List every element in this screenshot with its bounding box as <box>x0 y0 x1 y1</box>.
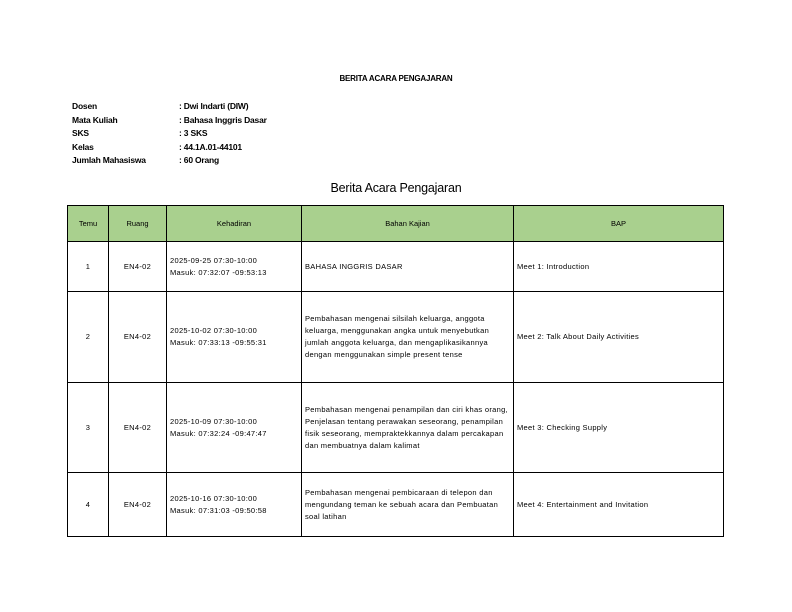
info-value: : 3 SKS <box>179 128 208 138</box>
info-value: : 44.1A.01-44101 <box>179 141 242 152</box>
info-row-mata-kuliah <box>72 114 267 128</box>
header-temu: Temu <box>68 206 109 242</box>
table-header-row <box>68 206 724 242</box>
cell-kehadiran <box>167 292 302 383</box>
cell-bahan-kajian: Pembahasan mengenai silsilah keluarga, anggota keluarga, menggunakan angka untuk menyebutkan jumlah anggota keluarga, dan mengaplikasikannya dengan menggunakan simple present tense <box>302 292 514 383</box>
cell-bahan-kajian: Pembahasan mengenai penampilan dan ciri khas orang, Penjelasan tentang perawakan seseorang, penampilan fisik seseorang, mempraktekkannya dalam percakapan dan membuatnya dalam kalimat <box>302 383 514 473</box>
kehadiran-masuk: Masuk: 07:31:03 -09:50:58 <box>170 505 267 515</box>
info-row-sks <box>72 127 267 141</box>
cell-kehadiran <box>167 473 302 537</box>
info-label: Mata Kuliah <box>72 114 118 125</box>
kehadiran-masuk: Masuk: 07:32:07 -09:53:13 <box>170 267 267 277</box>
info-value: : 60 Orang <box>179 155 220 165</box>
cell-bap: Meet 1: Introduction <box>514 242 724 292</box>
info-label: Dosen <box>72 101 97 111</box>
header-ruang: Ruang <box>109 206 167 242</box>
header-bap: BAP <box>514 206 724 242</box>
kehadiran-jadwal: 2025-10-16 07:30-10:00 <box>170 493 258 503</box>
cell-temu: 4 <box>68 473 109 537</box>
cell-temu: 2 <box>68 292 109 383</box>
cell-temu: 3 <box>68 383 109 473</box>
cell-bap: Meet 4: Entertainment and Invitation <box>514 473 724 537</box>
table-row <box>68 383 724 473</box>
kehadiran-masuk: Masuk: 07:32:24 -09:47:47 <box>170 428 267 438</box>
cell-ruang: EN4-02 <box>109 383 167 473</box>
info-row-kelas <box>72 141 267 155</box>
kehadiran-jadwal: 2025-10-02 07:30-10:00 <box>170 326 258 335</box>
kehadiran-jadwal: 2025-10-09 07:30-10:00 <box>170 416 258 426</box>
info-value: : Bahasa Inggris Dasar <box>179 114 267 125</box>
cell-ruang: EN4-02 <box>109 242 167 292</box>
cell-ruang: EN4-02 <box>109 473 167 537</box>
table-row <box>68 242 724 292</box>
cell-bahan-kajian: BAHASA INGGRIS DASAR <box>302 242 514 292</box>
header-kehadiran: Kehadiran <box>167 206 302 242</box>
teaching-record-table-wrap <box>67 205 724 537</box>
info-value: : Dwi Indarti (DIW) <box>179 101 249 111</box>
table-title: Berita Acara Pengajaran <box>330 181 462 195</box>
cell-ruang: EN4-02 <box>109 292 167 383</box>
cell-kehadiran <box>167 383 302 473</box>
course-info <box>72 100 267 168</box>
info-label: Kelas <box>72 141 94 152</box>
info-label: Jumlah Mahasiswa <box>72 155 146 165</box>
cell-temu: 1 <box>68 242 109 292</box>
table-row <box>68 473 724 537</box>
teaching-record-table <box>67 205 724 537</box>
cell-bap: Meet 3: Checking Supply <box>514 383 724 473</box>
table-row <box>68 292 724 383</box>
document-title: BERITA ACARA PENGAJARAN <box>339 74 453 83</box>
kehadiran-jadwal: 2025-09-25 07:30-10:00 <box>170 255 258 265</box>
info-row-jumlah-mahasiswa <box>72 154 267 168</box>
info-label: SKS <box>72 128 89 138</box>
info-row-dosen <box>72 100 267 114</box>
kehadiran-masuk: Masuk: 07:33:13 -09:55:31 <box>170 338 267 347</box>
cell-bahan-kajian: Pembahasan mengenai pembicaraan di telepon dan mengundang teman ke sebuah acara dan Pembuatan soal latihan <box>302 473 514 537</box>
header-bahan-kajian: Bahan Kajian <box>302 206 514 242</box>
cell-kehadiran <box>167 242 302 292</box>
cell-bap: Meet 2: Talk About Daily Activities <box>514 292 724 383</box>
